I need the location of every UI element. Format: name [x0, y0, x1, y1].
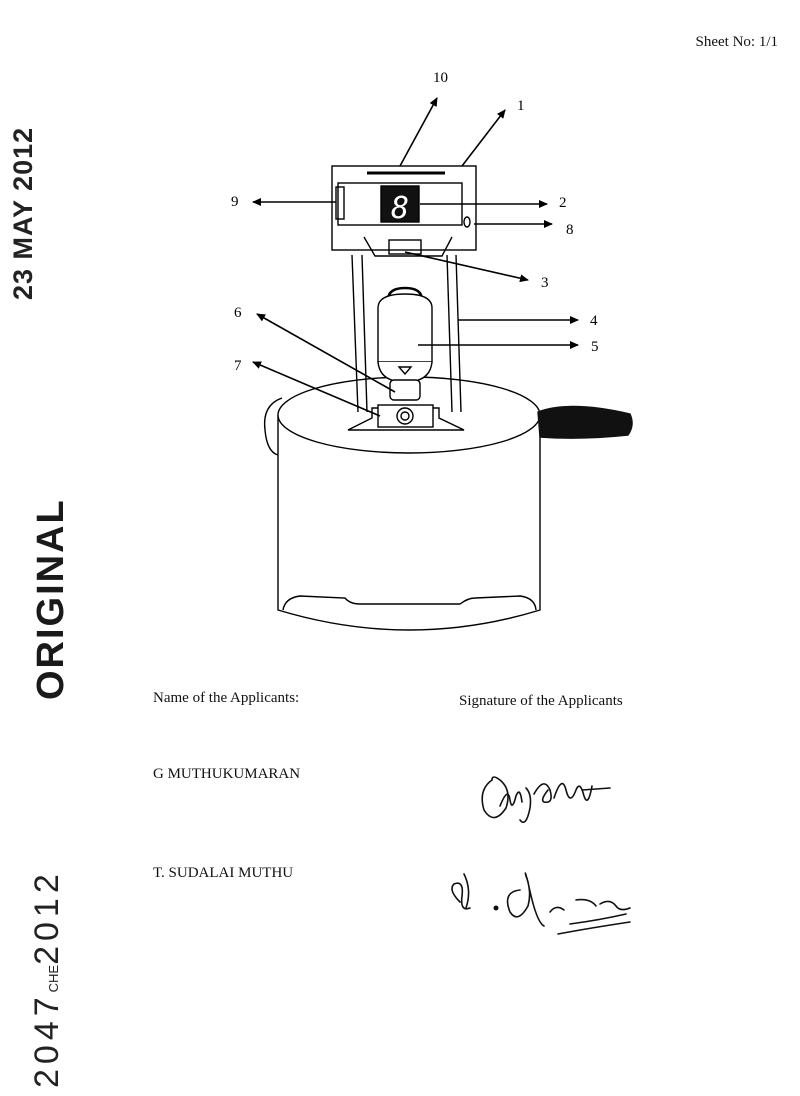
- pot-handle-right: [538, 406, 632, 438]
- applicant-names-heading: Name of the Applicants:: [153, 690, 300, 706]
- signature-2: [440, 862, 650, 947]
- cylinder-5: [378, 294, 432, 362]
- original-stamp: ORIGINAL: [30, 498, 72, 700]
- label-5: 5: [591, 339, 599, 355]
- label-6: 6: [234, 305, 242, 321]
- application-number-office: CHE: [46, 964, 61, 993]
- label-10: 10: [433, 70, 448, 86]
- arrow-1: [462, 110, 505, 166]
- arrow-6: [257, 314, 395, 392]
- applicant-name-1: G MUTHUKUMARAN: [153, 766, 301, 782]
- label-7: 7: [234, 358, 242, 374]
- date-stamp: 23 MAY 2012: [8, 126, 38, 300]
- sheet-number: Sheet No: 1/1: [695, 34, 778, 50]
- application-number-stamp: [28, 869, 67, 1088]
- application-number-prefix: 2047: [28, 992, 66, 1088]
- label-1: 1: [517, 98, 525, 114]
- label-3: 3: [541, 275, 549, 291]
- signature-1: [470, 760, 650, 830]
- label-2: 2: [559, 195, 567, 211]
- label-4: 4: [590, 313, 598, 329]
- arrow-10: [400, 98, 437, 166]
- arrow-3: [405, 252, 528, 280]
- label-8: 8: [566, 222, 574, 238]
- display-digit: 8: [390, 191, 410, 226]
- applicant-name-2: T. SUDALAI MUTHU: [153, 865, 294, 881]
- pot-base: [283, 596, 536, 610]
- applicant-signatures-heading: Signature of the Applicants: [459, 693, 623, 709]
- pot-handle-left: [265, 398, 282, 455]
- valve-6: [390, 380, 420, 400]
- application-number-year: 2012: [28, 869, 66, 965]
- label-9: 9: [231, 194, 239, 210]
